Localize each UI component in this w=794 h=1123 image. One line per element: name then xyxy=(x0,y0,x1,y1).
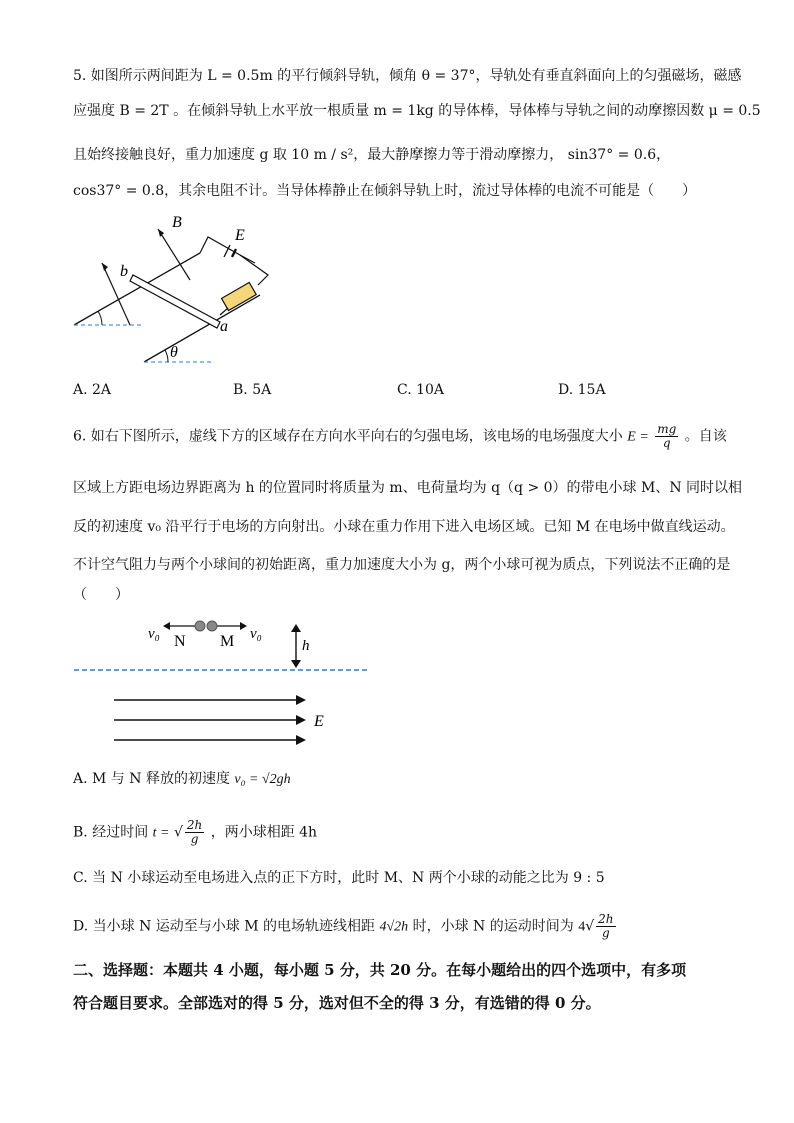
q6-line-1-text: 6. 如右下图所示，虚线下方的区域存在方向水平向右的匀强电场，该电场的电场强度大小 xyxy=(73,428,623,445)
q6-option-d-sqrt: √ $\frac{2h}{g}$ xyxy=(585,912,614,940)
q6-option-d xyxy=(73,913,618,940)
q5-label-b: b xyxy=(120,263,128,280)
q6-option-b-t: t = xyxy=(152,825,170,841)
q6-field-figure xyxy=(70,612,380,752)
q6-label-h: h xyxy=(302,638,310,654)
q6-option-a-text: A. M 与 N 释放的初速度 xyxy=(73,771,230,787)
q6-e-fraction xyxy=(655,423,678,450)
q6-option-d-coef: 4 xyxy=(578,919,586,935)
q6-label-N: N xyxy=(174,633,186,650)
q6-label-v0-right: v₀ xyxy=(250,626,262,642)
q5-option-c: C. 10A xyxy=(397,382,445,398)
q5-label-E: E xyxy=(235,227,245,244)
q6-option-b-den: g xyxy=(190,832,199,846)
q6-option-a xyxy=(73,769,291,790)
q6-option-b-text: B. 经过时间 xyxy=(73,824,149,841)
q6-label-E: E xyxy=(314,713,324,730)
q6-option-d-num: 2h xyxy=(598,912,614,926)
q6-option-b xyxy=(73,819,317,846)
section2-heading-line-2: 符合题目要求。全部选对的得 5 分，选对但不全的得 3 分，有选错的得 0 分。 xyxy=(73,994,601,1012)
q5-option-d: D. 15A xyxy=(558,382,606,398)
q6-option-d-den: g xyxy=(601,926,610,940)
q6-line-1 xyxy=(73,423,727,450)
q6-option-d-fraction xyxy=(596,913,615,940)
q6-label-v0-left: v₀ xyxy=(148,626,160,642)
q6-option-b-num: 2h xyxy=(186,818,203,832)
q6-e-num: mg xyxy=(657,422,677,436)
q6-e-den: q xyxy=(662,436,671,450)
q5-option-a: A. 2A xyxy=(73,382,112,398)
q6-option-b-sqrt: √ $\frac{2h}{g}$ xyxy=(173,818,203,846)
q6-option-d-distance: 4√2h xyxy=(379,919,409,935)
q6-line-3: 反的初速度 v₀ 沿平行于电场的方向射出。小球在重力作用下进入电场区域。已知 M 在电场中做直线运动。 xyxy=(73,519,735,535)
q6-option-b-fraction xyxy=(185,819,204,846)
q6-option-b-end: ，两小球相距 4h xyxy=(210,824,318,841)
q5-label-a: a xyxy=(220,318,228,335)
q5-incline-figure xyxy=(70,205,290,370)
q5-label-theta: θ xyxy=(170,344,178,361)
q5-line-2: 应强度 B = 2T 。在倾斜导轨上水平放一根质量 m = 1kg 的导体棒，导体棒与导轨之间的动摩擦因数 μ = 0.5 xyxy=(73,103,761,119)
q5-option-b: B. 5A xyxy=(233,382,272,398)
q6-option-c: C. 当 N 小球运动至电场进入点的正下方时，此时 M、N 两个小球的动能之比为 9 : 5 xyxy=(73,870,605,886)
q5-line-3: 且始终接触良好，重力加速度 g 取 10 m / s²，最大静摩擦力等于滑动摩擦力， sin37° = 0.6， xyxy=(73,147,671,163)
q5-line-1: 5. 如图所示两间距为 L = 0.5m 的平行倾斜导轨，倾角 θ = 37°，导轨处有垂直斜面向上的匀强磁场，磁感 xyxy=(73,68,742,84)
q6-line-5: （ ） xyxy=(73,587,129,603)
q6-line-1-end: 。自该 xyxy=(684,428,727,445)
q6-line-4: 不计空气阻力与两个小球间的初始距离，重力加速度大小为 g，两个小球可视为质点，下列说法不正确的是 xyxy=(73,557,731,573)
q5-label-B: B xyxy=(172,214,182,231)
q6-label-M: M xyxy=(220,633,235,650)
q6-option-d-text: D. 当小球 N 运动至与小球 M 的电场轨迹线相距 xyxy=(73,918,376,935)
q6-option-a-formula: v₀ = √2gh xyxy=(234,772,291,787)
section2-heading-line-1: 二、选择题：本题共 4 小题，每小题 5 分，共 20 分。在每小题给出的四个选项中，有多项 xyxy=(73,961,687,979)
q5-line-4: cos37° = 0.8，其余电阻不计。当导体棒静止在倾斜导轨上时，流过导体棒的电流不可能是（ ） xyxy=(73,183,697,199)
q6-e-formula: E = xyxy=(627,429,649,445)
q6-option-d-mid: 时，小球 N 的运动时间为 xyxy=(412,918,574,935)
q6-line-2: 区域上方距电场边界距离为 h 的位置同时将质量为 m、电荷量均为 q（q > 0）的带电小球 M、N 同时以相 xyxy=(73,480,743,496)
